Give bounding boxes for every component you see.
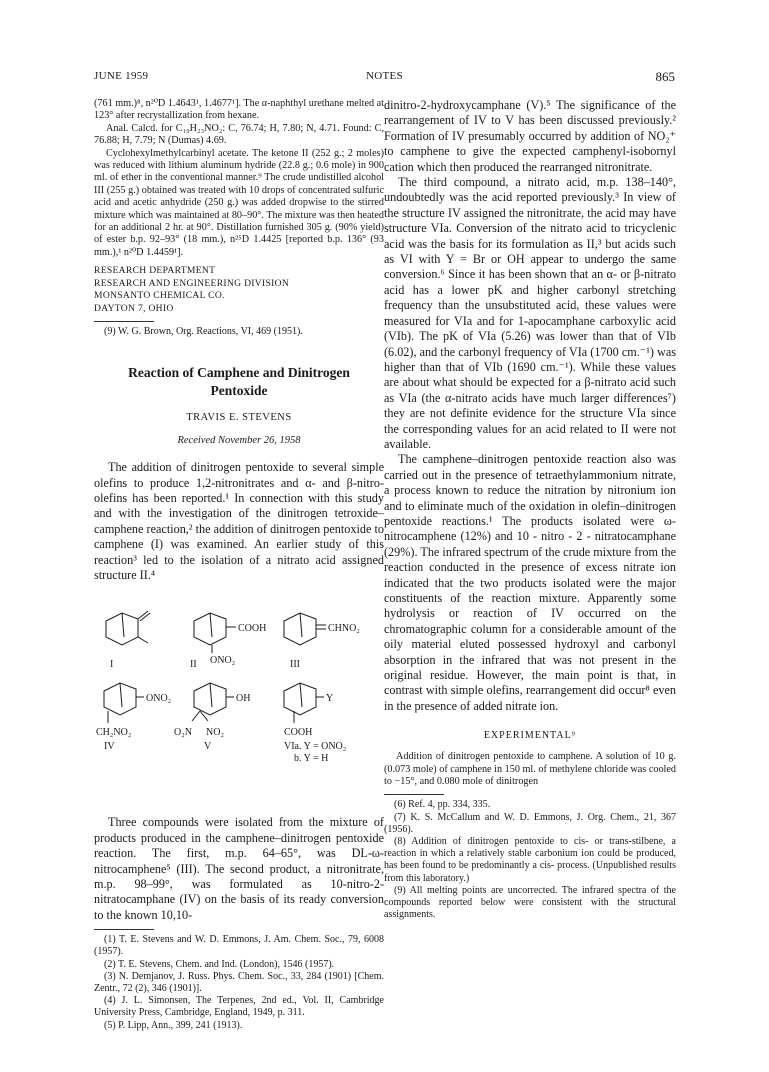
paragraph: The camphene–dinitrogen pentoxide reaction also was carried out in the presence of tetraethylammonium nitrate, a process known to reduce the nitration by nitronium ion and to eliminate much of the oxidation in olefin–dinitrogen pentoxide reactions.¹ The products isolated were ω-nitrocamphene (12%) and 10 - nitro - 2 - nitratocamphane (29%). The infrared spectrum of the crude mixture from the reaction conducted in the presence of excess nitrate ion indicated that the two products isolated were the major constituents of the reaction mixture. Apparently some hydrolysis or reaction of IV occurred on the chromatographic column for a considerable amount of the oily material eluted possessed hydroxyl and carbonyl absorption in the infrared that was not present in the original residue. However, the main point is that, in contrast with simple olefins, rearrangement did occur⁸ even in the presence of added nitrate ion.	[384, 452, 676, 713]
footnote-rule	[94, 321, 154, 322]
footnote-rule	[384, 794, 444, 795]
footnote: (6) Ref. 4, pp. 334, 335.	[394, 799, 491, 811]
experimental-heading: EXPERIMENTAL⁹	[483, 730, 577, 742]
label-ono2-iv: ONO₂	[146, 693, 172, 705]
label-no2: NO₂	[206, 727, 224, 739]
paragraph: Addition of dinitrogen pentoxide to camphene. A solution of 10 g. (0.073 mole) of camphene in 150 ml. of methylene chloride was cooled to −15°, and 0.080 mole of dinitrogen	[384, 751, 676, 788]
label-oh: OH	[236, 693, 251, 705]
article-title	[94, 364, 384, 400]
label-IV: IV	[104, 741, 115, 753]
footnote: (8) Addition of dinitrogen pentoxide to cis- or trans-stilbene, a reaction in which a relatively stable carbonium ion could be produced, has been found to be predominantly a cis- process. (Unpublished results from this laboratory.)	[384, 836, 676, 884]
previous-article-text	[94, 98, 384, 259]
title-line: Pentoxide	[210, 383, 268, 399]
structure-figure	[94, 597, 384, 797]
structure-VI	[284, 683, 324, 723]
footnote: (3) N. Demjanov, J. Russ. Phys. Chem. Soc., 33, 284 (1901) [Chem. Zentr., 72 (2), 346 (1901)].	[94, 970, 384, 995]
running-head-section: NOTES	[366, 70, 403, 82]
label-VIb: b. Y = H	[294, 753, 329, 765]
paragraph: Three compounds were isolated from the mixture of products produced in the camphene–dinitrogen pentoxide reaction. The first, m.p. 64–65°, was DL-ω-nitrocamphene⁵ (III). The second product, a nitronitrate, m.p. 98–99°, was formulated as 10-nitro-2-nitratocamphane (IV) on the basis of its ready conversion to the known 10,10-	[94, 815, 384, 922]
footnote: (5) P. Lipp, Ann., 399, 241 (1913).	[104, 1019, 243, 1031]
footnotes	[94, 934, 384, 1032]
footnote: (9) All melting points are uncorrected. The infrared spectra of the compounds reported below were consistent with the structural assignments.	[384, 884, 676, 921]
left-column	[94, 98, 384, 1032]
received-date: Received November 26, 1958	[177, 435, 301, 447]
footnote: (7) K. S. McCallum and W. D. Emmons, J. Org. Chem., 21, 367 (1956).	[384, 811, 676, 835]
label-VIa: VIa. Y = ONO₂	[284, 741, 347, 753]
article-body	[94, 460, 384, 583]
structure-IV	[104, 683, 144, 723]
page-number: 865	[655, 69, 675, 84]
address-line: RESEARCH DEPARTMENT	[94, 265, 216, 277]
address-line: RESEARCH AND ENGINEERING DIVISION	[94, 277, 290, 289]
label-I: I	[110, 659, 114, 671]
label-II: II	[190, 659, 197, 671]
author: TRAVIS E. STEVENS	[186, 412, 292, 424]
footnote: (9) W. G. Brown, Org. Reactions, VI, 469 (1951).	[104, 325, 303, 337]
prev-paragraph: Anal. Calcd. for C₁₉H₂₃NO₂: C, 76.74; H, 7.80; N, 4.71. Found: C, 76.88; H, 7.79; N (Dumas) 4.69.	[94, 122, 384, 147]
structure-III	[284, 613, 326, 645]
address-line: DAYTON 7, OHIO	[94, 302, 174, 314]
label-cooh-vi: COOH	[284, 727, 313, 739]
running-head	[94, 70, 675, 86]
footnote-rule	[94, 929, 154, 930]
structure-II	[194, 613, 236, 653]
title-line: Reaction of Camphene and Dinitrogen	[128, 365, 350, 381]
paragraph: dinitro-2-hydroxycamphane (V).⁵ The significance of the rearrangement of IV to V has been discussed previously.² Formation of IV presumably occurred by addition of NO₂⁺ to camphene to give the expected camphenyl-isobornyl cation which then produced the rearranged nitronitrate.	[384, 98, 676, 174]
paragraph: The addition of dinitrogen pentoxide to several simple olefins to produce 1,2-nitronitrates and α- and β-nitro-olefins has been reported.¹ In connection with this study and with the investigation of the dinitrogen tetroxide–camphene reaction,² the addition of dinitrogen pentoxide to camphene (I) was examined. An earlier study of this reaction³ led to the isolation of a nitrato acid assigned structure II.⁴	[94, 460, 384, 582]
prev-paragraph: (761 mm.)⁸, n²⁰D 1.4643¹, 1.4677¹]. The α-naphthyl urethane melted at 123° after recrystallization from hexane.	[94, 98, 384, 122]
address-line: MONSANTO CHEMICAL CO.	[94, 290, 225, 302]
label-y: Y	[326, 693, 334, 705]
footnotes-right	[384, 799, 676, 921]
label-o2n: O₂N	[174, 727, 192, 739]
label-V: V	[204, 741, 212, 753]
label-ono2: ONO₂	[210, 655, 236, 667]
footnote: (4) J. L. Simonsen, The Terpenes, 2nd ed., Vol. II, Cambridge University Press, Cambridge, England, 1949, p. 311.	[94, 995, 384, 1019]
structure-I	[106, 611, 150, 645]
label-ch2no2: CH₂NO₂	[96, 727, 132, 739]
article-body-cont	[94, 815, 384, 923]
chemical-structures	[94, 597, 384, 797]
label-cooh: COOH	[238, 623, 267, 635]
prev-footnote	[94, 326, 384, 338]
label-III: III	[290, 659, 300, 671]
running-head-date: JUNE 1959	[94, 70, 149, 82]
paragraph: The third compound, a nitrato acid, m.p. 138–140°, undoubtedly was the acid reported previously.³ In view of the structure IV assigned the nitronitrate, the acid may have structure VIa. Conversion of the nitrato acid to tricyclenic acid was the basis for its formulation as II,³ but acids such as VI with Y = Br or OH appear to undergo the same conversion.⁶ Since it has been shown that an α- or β-nitrato acid has a lower pK and higher carbonyl stretching frequency than the unsubstituted acid, these values were measured for VIa and for 1-apocamphane carboxylic acid (VIb). The pK of VIa (5.26) was lower than that of VIb (6.02), and the carbonyl frequency of VIa (1700 cm.⁻¹) was higher than that of VIb (1690 cm.⁻¹). While these values are about what should be expected for a β-nitrato acid such as VIa (the α-nitrato acids have much larger differences⁷) they are not definite evidence for the structure VIa since the corresponding values for an acid related to II were not available.	[384, 175, 676, 451]
prev-paragraph: Cyclohexylmethylcarbinyl acetate. The ketone II (252 g.; 2 moles) was reduced with lithium aluminum hydride (22.8 g.; 0.6 mole) in 900 ml. of ether in the conventional manner.⁹ The crude undistilled alcohol III (255 g.) obtained was treated with 10 drops of concentrated sulfuric acid and acetic anhydride (250 g.) was added dropwise to the stirred mixture which was maintained at 80–90°. The mixture was then heated for an additional 2 hr. at 90°. Distillation furnished 305 g. (90% yield) of ester b.p. 92–93° (18 mm.), n²⁵D 1.4425 [reported b.p. 136° (93 mm.),¹ n²⁰D 1.4459¹].	[94, 147, 384, 258]
right-column	[384, 98, 676, 922]
experimental-text	[384, 751, 676, 788]
structure-V	[192, 683, 234, 721]
footnote: (2) T. E. Stevens, Chem. and Ind. (London), 1546 (1957).	[104, 958, 335, 970]
label-chno2: CHNO₂	[328, 623, 360, 635]
affiliation-address	[94, 265, 384, 315]
article-body-right	[384, 98, 676, 714]
footnote: (1) T. E. Stevens and W. D. Emmons, J. Am. Chem. Soc., 79, 6008 (1957).	[94, 934, 384, 958]
